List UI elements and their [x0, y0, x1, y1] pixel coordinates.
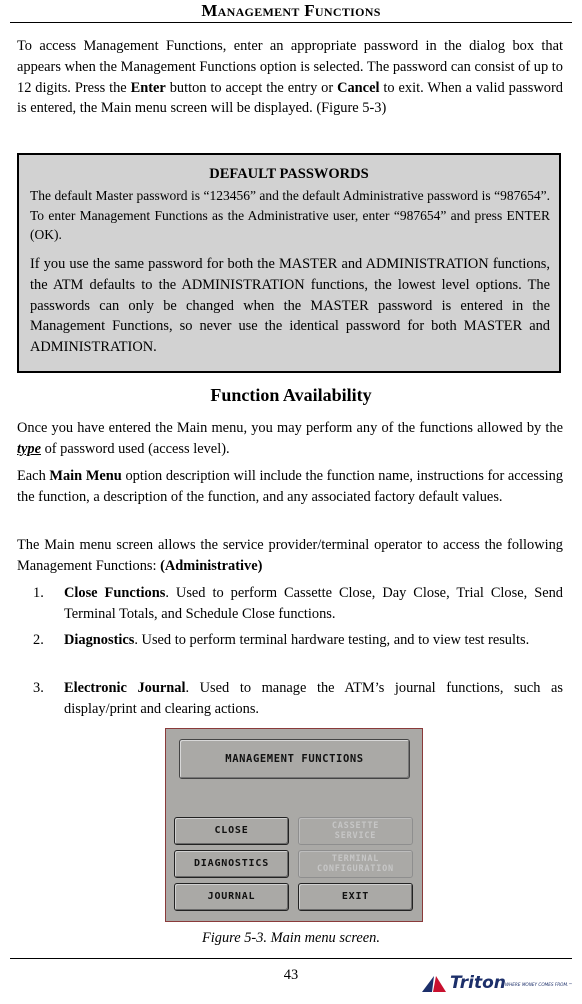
list-item-diagnostics: [64, 630, 563, 651]
list-item-desc: . Used to perform Cassette Close, Day Close, Trial Close, Send Terminal Totals, and Schedule Close functions.: [64, 585, 563, 622]
intro-text-1: To access Management Functions, enter an appropriate password in the dialog box that appears when the Management Functions option is selected. The password can consist of up to 12 digits. Press the: [17, 38, 563, 96]
cassette-service-button: [298, 817, 413, 845]
availability-paragraph-2: [17, 466, 563, 508]
list-item-close-functions: [64, 583, 563, 625]
brand-tagline: WHERE MONEY COMES FROM.™: [505, 982, 573, 987]
list-item-desc: . Used to perform terminal hardware testing, and to view test results.: [134, 632, 530, 648]
figure-caption: Figure 5-3. Main menu screen.: [202, 930, 380, 946]
default-passwords-box: [17, 153, 561, 373]
cassette-label-line-1: CASSETTE: [331, 821, 380, 831]
administrative-term: (Administrative): [160, 557, 263, 574]
list-item-electronic-journal: [64, 678, 563, 720]
main-menu-term: Main Menu: [49, 468, 122, 484]
footer-rule: [10, 958, 572, 959]
exit-button-label: EXIT: [341, 891, 370, 902]
triton-logo: [420, 972, 573, 998]
enter-key-term: Enter: [130, 79, 166, 96]
diagnostics-button[interactable]: [174, 850, 289, 878]
terminal-label-line-2: CONFIGURATION: [317, 864, 394, 874]
close-button-label: CLOSE: [214, 825, 249, 836]
availability-text-1b: of password used (access level).: [40, 440, 230, 457]
diagnostics-button-label: DIAGNOSTICS: [193, 858, 270, 869]
list-item-name: Diagnostics: [64, 632, 135, 648]
default-passwords-title: DEFAULT PASSWORDS: [209, 166, 369, 182]
screen-title: MANAGEMENT FUNCTIONS: [179, 739, 410, 779]
list-item-name: Electronic Journal: [64, 680, 186, 696]
availability-text-1a: Once you have entered the Main menu, you may perform any of the functions allowed by the: [17, 420, 563, 436]
exit-button[interactable]: [298, 883, 413, 911]
main-menu-screen-figure: [165, 728, 423, 922]
availability-paragraph-3: [17, 535, 563, 577]
function-availability-heading: Function Availability: [210, 385, 372, 405]
cancel-key-term: Cancel: [337, 79, 380, 96]
intro-text-3: to exit. When a valid password is entered, the Main menu screen will be displayed. (Figure 5-3): [17, 79, 563, 117]
list-item-desc: . Used to manage the ATM’s journal functions, such as display/print and clearing actions.: [64, 680, 563, 717]
journal-button-label: JOURNAL: [207, 891, 256, 902]
close-button[interactable]: [174, 817, 289, 845]
header-rule: [10, 22, 572, 23]
availability-text-3a: The Main menu screen allows the service provider/terminal operator to access the following Management Functions:: [17, 537, 563, 574]
default-passwords-text: The default Master password is “123456” and the default Administrative password is “987654”. To enter Management Functions as the Administrative user, enter “987654” and press ENTER (OK).: [30, 188, 550, 242]
availability-text-2b: option description will include the function name, instructions for accessing the function, a description of the function, and any associated factory default values.: [17, 468, 564, 505]
list-item-name: Close Functions: [64, 585, 166, 601]
type-term: type: [17, 440, 41, 457]
journal-button[interactable]: [174, 883, 289, 911]
brand-name: Triton: [450, 973, 506, 993]
list-item-number: 2.: [33, 632, 44, 648]
availability-paragraph-1: [17, 418, 563, 460]
triton-logo-mark-icon: [420, 973, 448, 995]
page-number: 43: [283, 967, 299, 983]
terminal-label-line-1: TERMINAL: [331, 854, 380, 864]
intro-text-2: button to accept the entry or: [165, 79, 338, 96]
list-item-number: 1.: [33, 585, 44, 601]
intro-paragraph: [17, 36, 563, 119]
cassette-label-line-2: SERVICE: [334, 831, 377, 841]
page-header-title: Management Functions: [201, 1, 381, 20]
availability-text-2a: Each: [17, 468, 50, 484]
list-item-number: 3.: [33, 680, 44, 696]
terminal-configuration-button: [298, 850, 413, 878]
same-password-warning: If you use the same password for both the MASTER and ADMINISTRATION functions, the ATM defaults to the ADMINISTRATION functions, the lowest level options. The passwords can only be changed when the MASTER password is entered in the Management Functions, so never use the identical password for both MASTER and ADMINISTRATION.: [30, 256, 550, 356]
